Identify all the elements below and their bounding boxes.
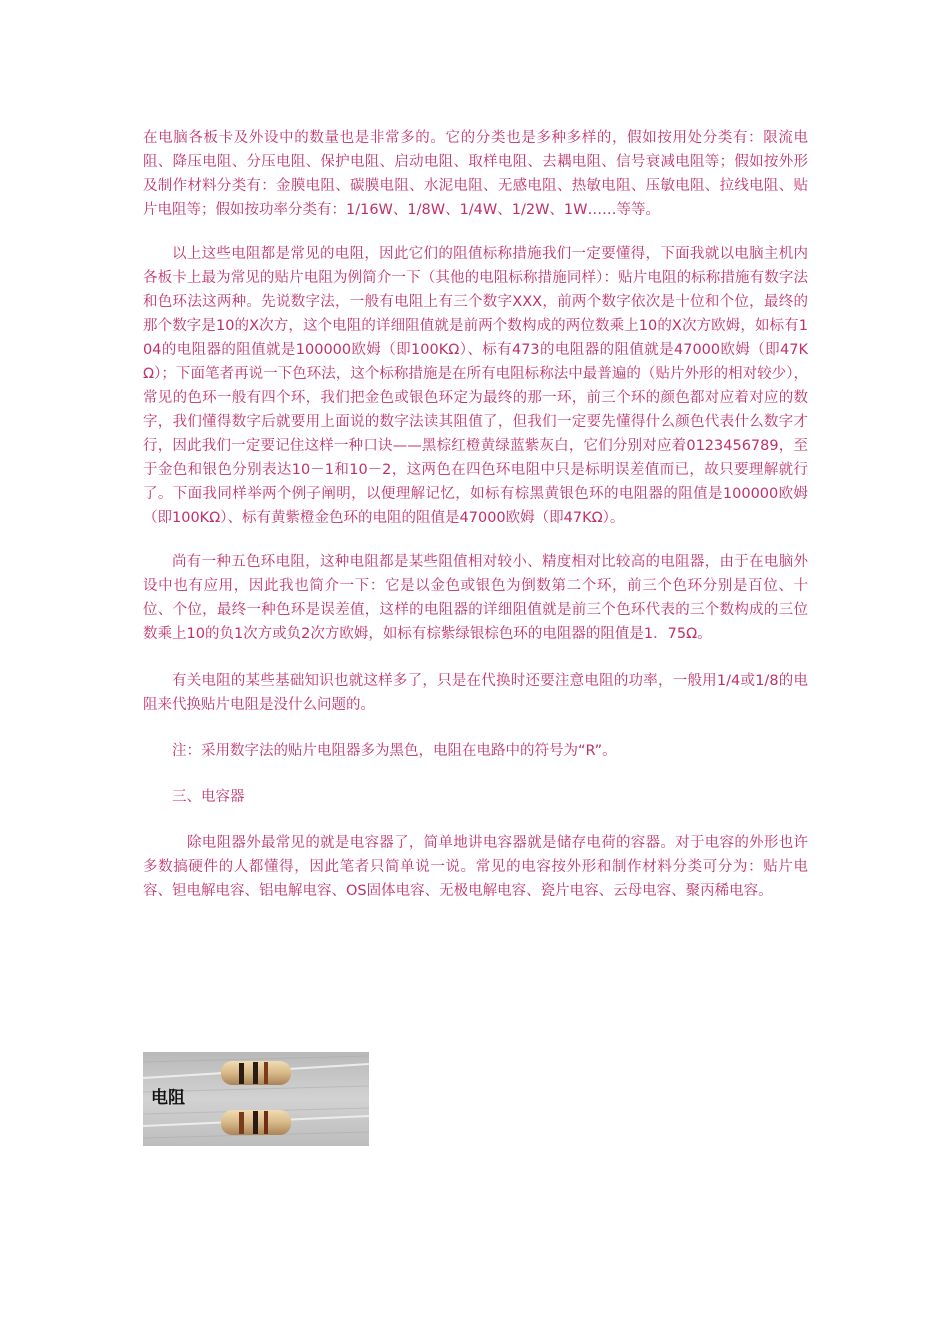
- paragraph-five-band-resistor: 尚有一种五色环电阻，这种电阻都是某些阻值相对较小、精度相对比较高的电阻器，由于在电脑外设中也有应用，因此我也简介一下：它是以金色或银色为倒数第二个环，前三个色环分别是百位、十位、个位，最终一种色环是误差值，这样的电阻器的详细阻值就是前三个色环代表的三个数构成的三位数乘上10的负1次方或负2次方欧姆，如标有棕紫绿银棕色环的电阻器的阻值是1．75Ω。: [143, 554, 808, 642]
- paragraph-resistor-substitution: 有关电阻的某些基础知识也就这样多了，只是在代换时还要注意电阻的功率，一般用1/4或1/8的电阻来代换贴片电阻是没什么问题的。: [143, 673, 808, 713]
- section-heading-capacitor: 三、电容器: [172, 789, 245, 805]
- paragraph-capacitor-intro: 除电阻器外最常见的就是电容器了，简单地讲电容器就是储存电荷的容器。对于电容的外形也许多数搞硬件的人都懂得，因此笔者只简单说一说。常见的电容按外形和制作材料分类可分为：贴片电容、钽电解电容、铝电解电容、OS固体电容、无极电解电容、瓷片电容、云母电容、聚丙稀电容。: [143, 835, 808, 899]
- paragraph-resistor-classification: 在电脑各板卡及外设中的数量也是非常多的。它的分类也是多种多样的，假如按用处分类有：限流电阻、降压电阻、分压电阻、保护电阻、启动电阻、取样电阻、去耦电阻、信号衰减电阻等；假如按外形及制作材料分类有：金膜电阻、碳膜电阻、水泥电阻、无感电阻、热敏电阻、压敏电阻、拉线电阻、贴片电阻等；假如按功率分类有：1/16W、1/8W、1/4W、1/2W、1W……等等。: [143, 130, 808, 218]
- resistor-photo: [143, 1052, 369, 1146]
- paragraph-resistor-marking-methods: 以上这些电阻都是常见的电阻，因此它们的阻值标称措施我们一定要懂得，下面我就以电脑主机内各板卡上最为常见的贴片电阻为例简介一下（其他的电阻标称措施同样）：贴片电阻的标称措施有数字法和色环法这两种。先说数字法，一般有电阻上有三个数字XXX，前两个数字依次是十位和个位，最终的那个数字是10的X次方，这个电阻的详细阻值就是前两个数构成的两位数乘上10的X次方欧姆，如标有104的电阻器的阻值就是100000欧姆（即100KΩ）、标有473的电阻器的阻值就是47000欧姆（即47KΩ）；下面笔者再说一下色环法，这个标称措施是在所有电阻标称法中最普遍的（贴片外形的相对较少），常见的色环一般有四个环，我们把金色或银色环定为最终的那一环，前三个环的颜色都对应着对应的数字，我们懂得数字后就要用上面说的数字法读其阻值了，但我们一定要先懂得什么颜色代表什么数字才行，因此我们一定要记住这样一种口诀——黑棕红橙黄绿蓝紫灰白，它们分别对应着0123456789，至于金色和银色分别表达10－1和10－2，这两色在四色环电阻中只是标明误差值而已，故只要理解就行了。下面我同样举两个例子阐明，以便理解记忆，如标有棕黑黄银色环的电阻器的阻值是100000欧姆（即100KΩ）、标有黄紫橙金色环的电阻的阻值是47000欧姆（即47KΩ）。: [143, 246, 808, 526]
- figure-caption: 电阻: [151, 1088, 185, 1108]
- document-body: [143, 126, 808, 903]
- paragraph-note: 注：采用数字法的贴片电阻器多为黑色，电阻在电路中的符号为“R”。: [172, 743, 617, 759]
